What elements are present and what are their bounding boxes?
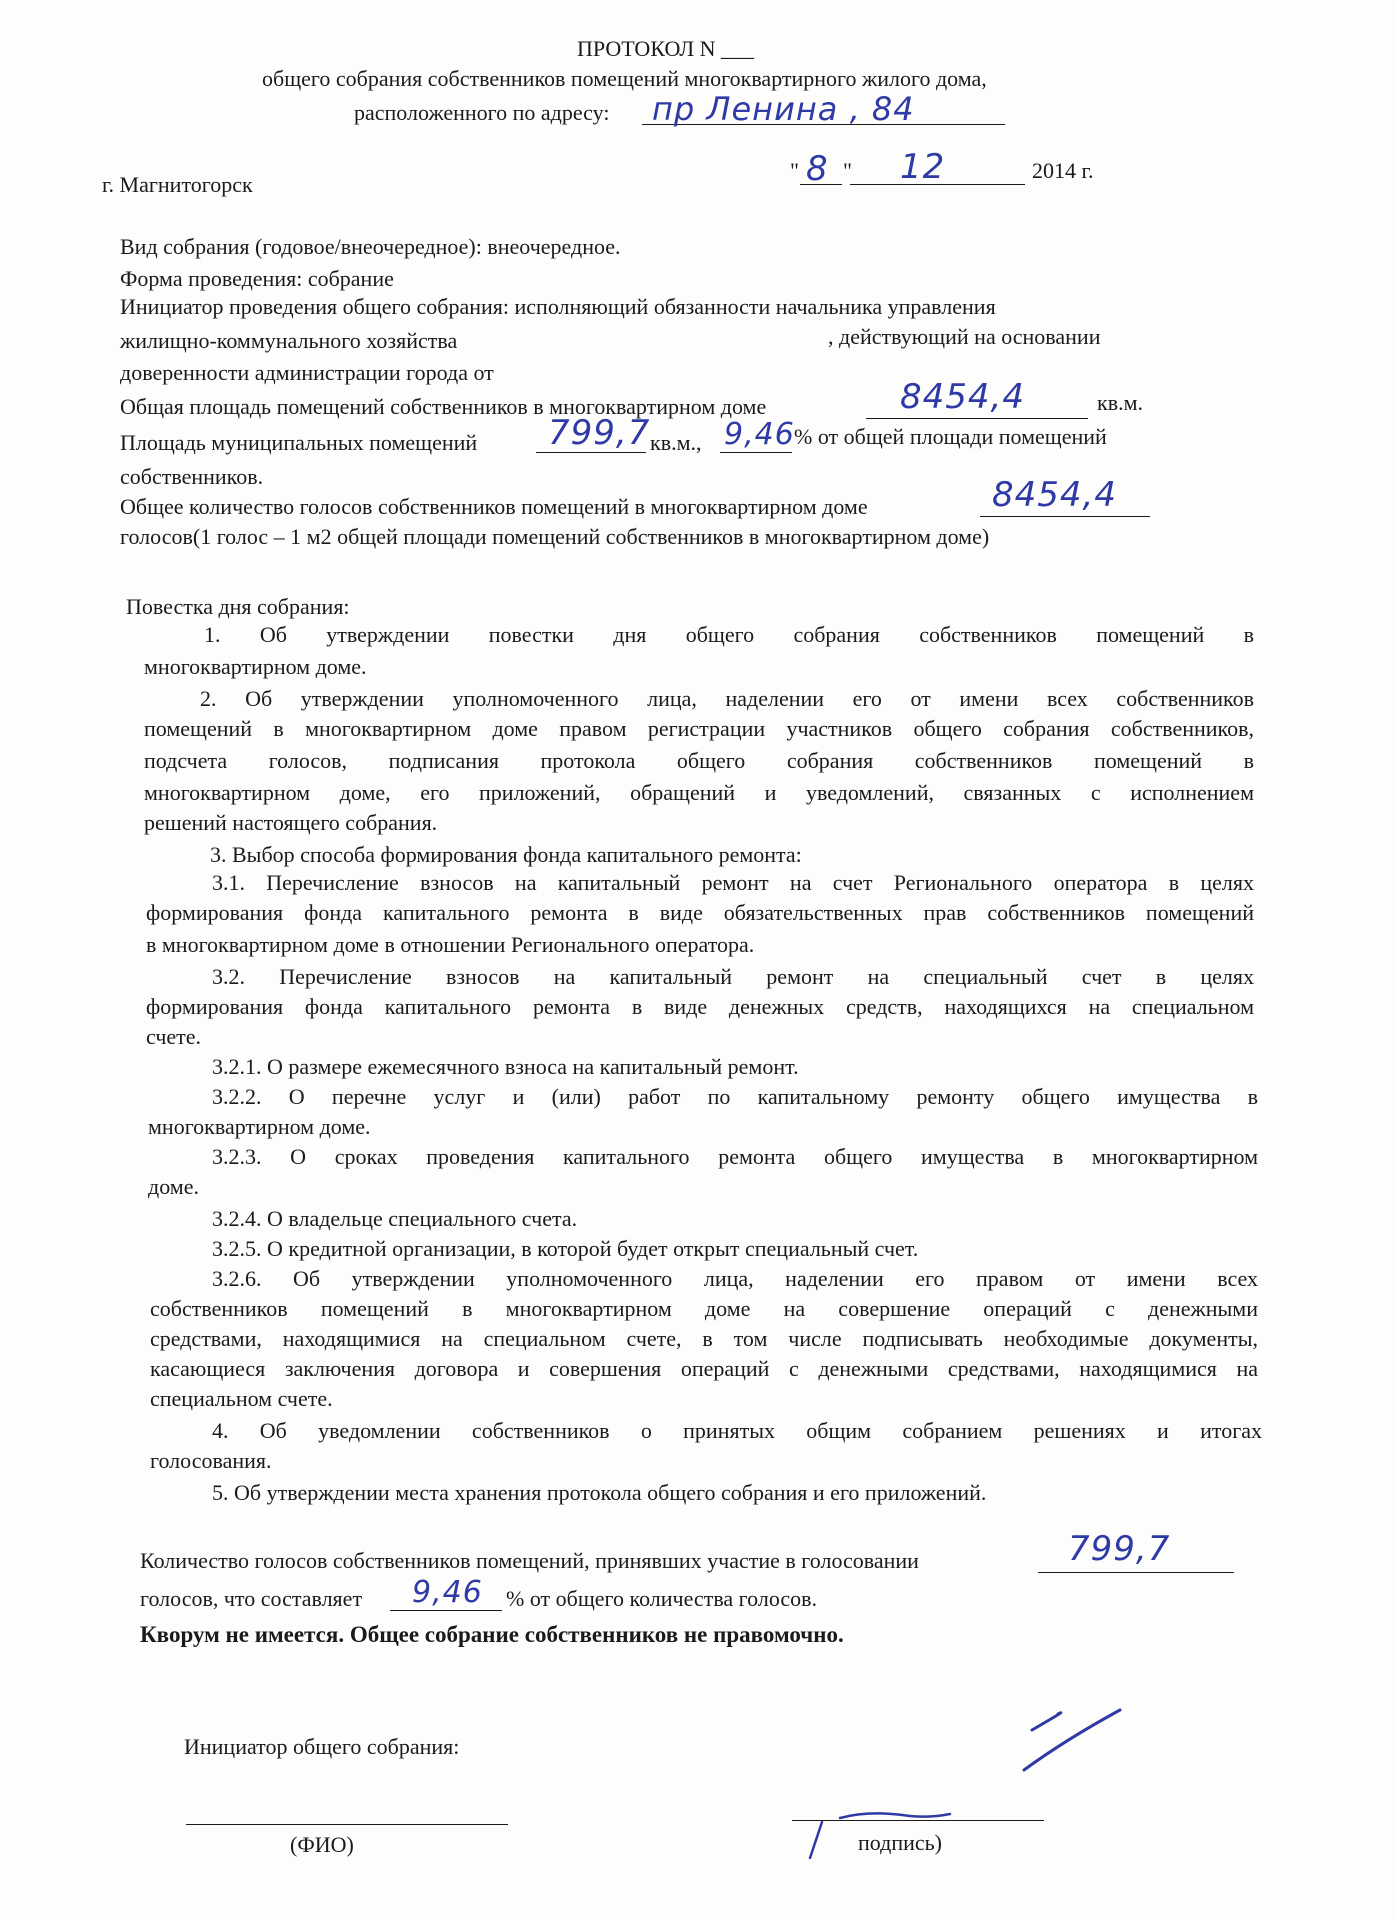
- agenda-line: собственников помещений в многоквартирном доме на совершение операций с денежными: [150, 1296, 1258, 1321]
- participants-value: 799,7: [1068, 1529, 1171, 1569]
- agenda-heading: Повестка дня собрания:: [126, 594, 350, 619]
- votes-value: 8454,4: [992, 475, 1117, 515]
- initiator-line-3: доверенности администрации города от: [120, 360, 494, 385]
- area-label: Общая площадь помещений собственников в многоквартирном доме: [120, 394, 767, 419]
- city: г. Магнитогорск: [102, 172, 253, 197]
- agenda-line: формирования фонда капитального ремонта в виде обязательственных прав собственников помещений: [146, 900, 1254, 925]
- document-subtitle: общего собрания собственников помещений многоквартирного жилого дома,: [262, 66, 987, 91]
- document-title: ПРОТОКОЛ N ___: [577, 36, 755, 61]
- pct-underline: [390, 1610, 502, 1611]
- agenda-line: средствами, находящимися на специальном счете, в том числе подписывать необходимые документы,: [150, 1326, 1258, 1351]
- address-label: расположенного по адресу:: [354, 100, 610, 125]
- agenda-line: 3.2.6. Об утверждении уполномоченного лица, наделении его правом от имени всех: [212, 1266, 1258, 1291]
- pct-value: 9,46: [412, 1575, 483, 1610]
- muni-pct: 9,46: [724, 417, 795, 452]
- area-unit: кв.м.: [1097, 390, 1143, 415]
- votes-note: голосов(1 голос – 1 м2 общей площади помещений собственников в многоквартирном доме): [120, 524, 990, 549]
- muni-tail: % от общей площади помещений: [794, 424, 1107, 449]
- date-quote-open: ": [790, 158, 799, 183]
- agenda-line: голосования.: [150, 1448, 272, 1473]
- muni-value: 799,7: [548, 413, 651, 453]
- agenda-line: 3. Выбор способа формирования фонда капитального ремонта:: [210, 842, 802, 867]
- date-month: 12: [900, 147, 946, 187]
- agenda-line: 3.2.4. О владельце специального счета.: [212, 1206, 578, 1231]
- date-day: 8: [806, 149, 829, 189]
- initiator-line-2a: жилищно-коммунального хозяйства: [120, 328, 458, 353]
- agenda-line: 1. Об утверждении повестки дня общего собрания собственников помещений в: [204, 622, 1254, 647]
- fio-label: (ФИО): [290, 1832, 354, 1857]
- agenda-line: 2. Об утверждении уполномоченного лица, наделении его от имени всех собственников: [200, 686, 1254, 711]
- agenda-line: 3.2.1. О размере ежемесячного взноса на капитальный ремонт.: [212, 1054, 799, 1079]
- agenda-line: в многоквартирном доме в отношении Регионального оператора.: [146, 932, 755, 957]
- agenda-line: 3.2. Перечисление взносов на капитальный ремонт на специальный счет в целях: [212, 964, 1254, 989]
- agenda-line: 3.2.2. О перечне услуг и (или) работ по капитальному ремонту общего имущества в: [212, 1084, 1258, 1109]
- agenda-line: многоквартирном доме.: [144, 654, 367, 679]
- votes-underline: [980, 516, 1150, 517]
- area-underline: [866, 418, 1088, 419]
- pct-label-b: % от общего количества голосов.: [506, 1586, 818, 1611]
- participants-underline: [1038, 1572, 1234, 1573]
- area-value: 8454,4: [900, 377, 1025, 417]
- pct-label-a: голосов, что составляет: [140, 1586, 363, 1611]
- agenda-line: формирования фонда капитального ремонта в виде денежных средств, находящихся на специальном: [146, 994, 1254, 1019]
- agenda-line: доме.: [148, 1174, 199, 1199]
- agenda-line: 3.1. Перечисление взносов на капитальный ремонт на счет Регионального оператора в целях: [212, 870, 1254, 895]
- initiator-line-2b: , действующий на основании: [828, 324, 1101, 349]
- agenda-line: помещений в многоквартирном доме правом регистрации участников общего собрания собственников,: [144, 716, 1254, 741]
- fio-line: [186, 1824, 508, 1825]
- agenda-line: 5. Об утверждении места хранения протокола общего собрания и его приложений.: [212, 1480, 987, 1505]
- agenda-line: подсчета голосов, подписания протокола общего собрания собственников помещений в: [144, 748, 1254, 773]
- agenda-line: счете.: [146, 1024, 202, 1049]
- agenda-line: многоквартирном доме.: [148, 1114, 371, 1139]
- agenda-line: касающиеся заключения договора и совершения операций с денежными средствами, находящимися на: [150, 1356, 1258, 1381]
- agenda-line: 4. Об уведомлении собственников о принятых общим собранием решениях и итогах: [212, 1418, 1262, 1443]
- meeting-type: Вид собрания (годовое/внеочередное): внеочередное.: [120, 234, 621, 259]
- votes-label: Общее количество голосов собственников помещений в многоквартирном доме: [120, 494, 868, 519]
- agenda-line: 3.2.3. О сроках проведения капитального ремонта общего имущества в многоквартирном: [212, 1144, 1258, 1169]
- date-year: 2014 г.: [1032, 158, 1094, 183]
- muni-tail-2: собственников.: [120, 464, 264, 489]
- participants-label: Количество голосов собственников помещений, принявших участие в голосовании: [140, 1548, 919, 1573]
- meeting-form: Форма проведения: собрание: [120, 266, 394, 291]
- agenda-line: многоквартирном доме, его приложений, обращений и уведомлений, связанных с исполнением: [144, 780, 1254, 805]
- muni-pct-underline: [720, 452, 792, 453]
- initiator-label: Инициатор общего собрания:: [184, 1734, 460, 1759]
- agenda-line: решений настоящего собрания.: [144, 810, 438, 835]
- address-value: пр Ленина , 84: [652, 90, 915, 128]
- agenda-line: 3.2.5. О кредитной организации, в которой будет открыт специальный счет.: [212, 1236, 919, 1261]
- quorum-statement: Кворум не имеется. Общее собрание собственников не правомочно.: [140, 1622, 844, 1647]
- muni-label: Площадь муниципальных помещений: [120, 430, 478, 455]
- initiator-line-1: Инициатор проведения общего собрания: исполняющий обязанности начальника управления: [120, 294, 996, 319]
- muni-unit: кв.м.,: [650, 430, 702, 455]
- sign-label: подпись): [858, 1830, 943, 1855]
- signature-scribble: [1010, 1700, 1130, 1780]
- date-quote-close: ": [843, 158, 852, 183]
- agenda-line: специальном счете.: [150, 1386, 333, 1411]
